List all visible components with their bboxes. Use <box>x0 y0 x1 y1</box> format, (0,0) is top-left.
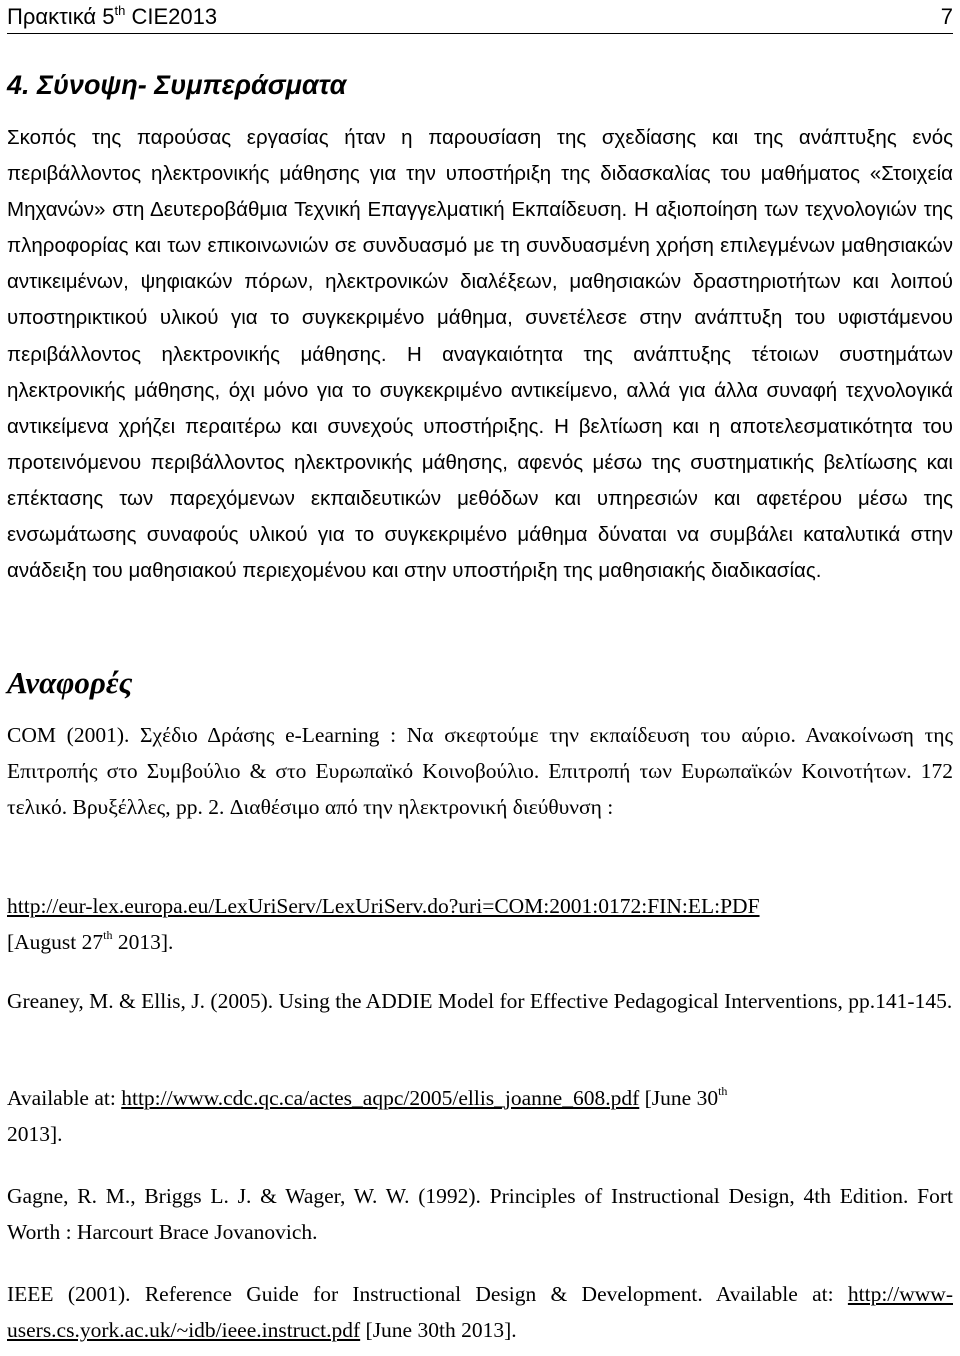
reference-link-line <box>7 888 953 960</box>
running-title: Πρακτικά 5th CIE2013 <box>7 3 218 29</box>
references-title: Αναφορές <box>7 665 133 700</box>
reference-item: Gagne, R. M., Briggs L. J. & Wager, W. W. (1992). Principles of Instructional Design, 4th Edition. Fort Worth : Harcourt Brace Jovanovich. <box>7 1184 953 1244</box>
reference-item: Greaney, M. & Ellis, J. (2005). Using the ADDIE Model for Effective Pedagogical Interventions, pp.141-145. <box>7 989 953 1013</box>
page-number: 7 <box>940 4 953 29</box>
access-date: [August 27th 2013]. <box>7 928 174 954</box>
section-title: 4. Σύνοψη- Συμπεράσματα <box>7 70 347 100</box>
reference-availability: Available at: http://www.cdc.qc.ca/actes_aqpc/2005/ellis_joanne_608.pdf [June 30th 2013]. <box>7 1084 728 1146</box>
reference-link[interactable]: http://www-users.cs.york.ac.uk/~idb/ieee.instruct.pdf <box>7 1282 953 1342</box>
header-rule <box>7 33 953 34</box>
summary-paragraph: Σκοπός της παρούσας εργασίας ήταν η παρουσίαση της σχεδίασης και της ανάπτυξης ενός περιβάλλοντος ηλεκτρονικής μάθησης για την υποστήριξη της διδασκαλίας του μαθήματος «Στοιχεία Μηχανών» στη Δευτεροβάθμια Τεχνική Επαγγελματική Εκπαίδευση. Η αξιοποίηση των τεχνολογιών της πληροφορίας και των επικοινωνιών σε συνδυασμό με τη συνδυασμένη χρήση επιλεγμένων μαθησιακών αντικειμένων, ψηφιακών πόρων, ηλεκτρονικών διαλέξεων, μαθησιακών δραστηριοτήτων και λοιπού υποστηρικτικού υλικού για το συγκεκριμένο μάθημα, συνετέλεσε στην ανάπτυξη του υφιστάμενου περιβάλλοντος ηλεκτρονικής μάθησης. Η αναγκαιότητα της ανάπτυξης τέτοιων συστημάτων ηλεκτρονικής μάθησης, όχι μόνο για το συγκεκριμένο αντικείμενο, αλλά για άλλα συναφή τεχνολογικά αντικείμενα χρήζει περαιτέρω και συνεχούς υποστήριξης. Η βελτίωση και η αποτελεσματικότητα του προτεινόμενου περιβάλλοντος ηλεκτρονικής μάθησης, αφενός μέσω της συστηματικής βελτίωσης και επέκτασης των παρεχόμενων εκπαιδευτικών μεθόδων και υπηρεσιών και αφετέρου μέσω της ενσωμάτωσης συναφούς υλικού για το συγκεκριμένο μάθημα δύναται να συμβάλει καταλυτικά στην ανάδειξη του μαθησιακού περιεχομένου και στην υποστήριξη της μαθησιακής διαδικασίας. <box>7 126 953 583</box>
reference-item: COM (2001). Σχέδιο Δράσης e-Learning : Να σκεφτούμε την εκπαίδευση του αύριο. Ανακοίνωση της Επιτροπής στο Συμβούλιο & στο Ευρωπαϊκό Κοινοβούλιο. Επιτροπή των Ευρωπαϊκών Κοινοτήτων. 172 τελικό. Βρυξέλλες, pp. 2. Διαθέσιμο από την ηλεκτρονική διεύθυνση : <box>7 723 953 819</box>
reference-item: IEEE (2001). Reference Guide for Instructional Design & Development. Available at: http://www-users.cs.york.ac.uk/~idb/ieee.instruct.pdf [June 30th 2013]. <box>7 1282 953 1342</box>
reference-link[interactable]: http://eur-lex.europa.eu/LexUriServ/LexUriServ.do?uri=COM:2001:0172:FIN:EL:PDF <box>7 894 760 918</box>
reference-link[interactable]: http://www.cdc.qc.ca/actes_aqpc/2005/ellis_joanne_608.pdf <box>121 1086 640 1110</box>
running-header <box>7 4 953 30</box>
